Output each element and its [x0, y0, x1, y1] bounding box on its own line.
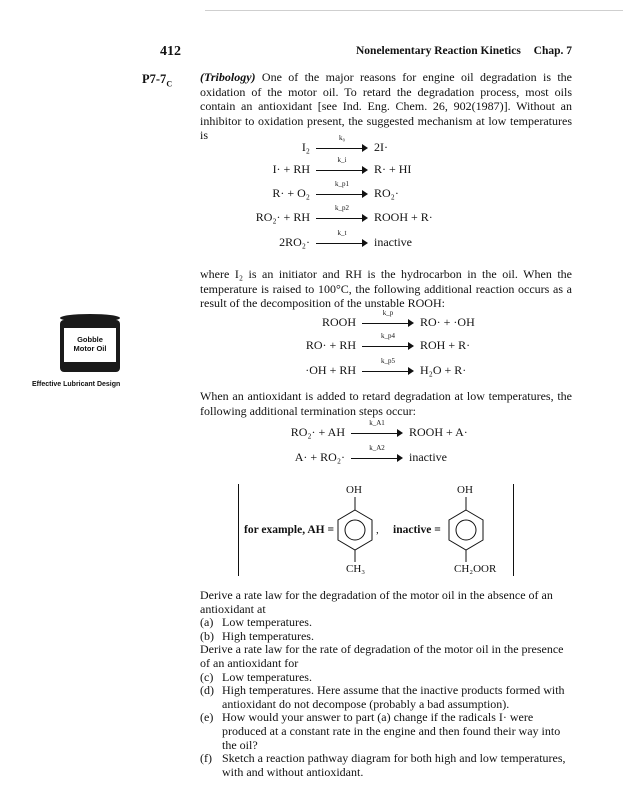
reaction-reactants: I· + RH — [272, 162, 310, 176]
page-number: 412 — [160, 44, 181, 59]
task-items-1 — [200, 616, 572, 643]
task-item-text: How would your answer to part (a) change if the radicals I· were produced at a constant rate in the engine and then found their way into the oil? — [222, 710, 561, 752]
reaction-products: 2I· — [374, 140, 388, 154]
rate-constant-label: k_p1 — [335, 180, 349, 188]
reaction-row — [0, 156, 630, 180]
reaction-arrow — [312, 134, 372, 156]
chapter-title: Nonelementary Reaction Kinetics — [356, 45, 521, 57]
sidebar-caption: Effective Lubricant Design — [32, 381, 121, 388]
rate-constant-label: k_t — [337, 229, 347, 237]
reaction-products: ROH + R· — [420, 338, 471, 352]
task-item — [200, 711, 572, 752]
task-lead-2: Derive a rate law for the rate of degradation of the motor oil in the presence of an antioxidant for — [200, 642, 564, 670]
inactive-label: inactive = — [393, 524, 441, 536]
oil-can-label — [64, 328, 116, 362]
where-paragraph: where I₂ is an initiator and RH is the hydrocarbon in the oil. When the temperature is raised to 100°C, the following additional reaction occurs as a result of the decomposition of the unstable ROOH: — [200, 267, 572, 310]
reaction-products: H₂O + R· — [420, 363, 467, 377]
top-rule — [205, 10, 623, 11]
rate-constant-label: k₀ — [339, 134, 345, 142]
task-item-text: Sketch a reaction pathway diagram for both high and low temperatures, with and without antioxidant. — [222, 751, 566, 779]
reaction-arrow — [347, 419, 407, 441]
reaction-reactants: ·OH + RH — [305, 363, 356, 377]
task-item — [200, 752, 572, 779]
intro-text: One of the major reasons for engine oil degradation is the oxidation of the motor oil. To retard the degradation process, most oils contain an antioxidant [see Ind. Eng. Chem. 26, 902(1987)]. Without an inhibitor to oxidation present, the suggested mechanism at low temperatures is — [200, 70, 572, 142]
task-item-text: Low temperatures. — [222, 669, 312, 684]
page-header — [160, 44, 572, 62]
task-item-text: Low temperatures. — [222, 615, 312, 630]
rate-constant-label: k_p5 — [381, 357, 395, 365]
reaction-reactants: RO· + RH — [305, 338, 356, 352]
problem-label: $P7-7_C$ — [142, 72, 173, 89]
ah-top-group: OH — [346, 484, 362, 496]
task-item — [200, 630, 572, 644]
rate-constant-label: k_p — [382, 309, 394, 317]
reaction-products: inactive — [409, 450, 447, 464]
oil-can-brand: Gobble — [77, 335, 103, 344]
task-item-label: (f) — [200, 751, 212, 766]
reaction-arrow — [358, 357, 418, 379]
reaction-arrow — [347, 444, 407, 466]
reaction-products: ROOH + A· — [409, 425, 468, 439]
task-list — [200, 589, 572, 779]
reaction-row — [0, 419, 630, 443]
task-item — [200, 684, 572, 711]
task-items-2 — [200, 671, 572, 780]
rate-constant-label: k_A2 — [369, 444, 385, 452]
task-item — [200, 671, 572, 685]
reaction-reactants: RO₂· + RH — [255, 210, 310, 224]
antioxidant-paragraph: When an antioxidant is added to retard degradation at low temperatures, the following additional termination steps occur: — [200, 389, 572, 418]
rate-constant-label: k_p4 — [381, 332, 395, 340]
reaction-products: RO· + ·OH — [420, 315, 475, 329]
task-item-label: (a) — [200, 615, 214, 630]
reaction-reactants: RO₂· + AH — [290, 425, 345, 439]
motor-oil-can-image — [56, 314, 124, 378]
task-item-label: (d) — [200, 683, 214, 698]
inactive-bottom-group: CH₂OOR — [454, 563, 497, 575]
reaction-products: ROOH + R· — [374, 210, 433, 224]
reaction-arrow — [312, 204, 372, 226]
reaction-arrow — [312, 229, 372, 251]
reaction-reactants: I₂ — [301, 140, 310, 154]
rate-constant-label: k_i — [337, 156, 347, 164]
reaction-row — [0, 444, 630, 468]
reaction-arrow — [358, 309, 418, 331]
chapter-number: Chap. 7 — [533, 45, 572, 57]
reaction-reactants: A· + RO₂· — [294, 450, 345, 464]
task-lead-1: Derive a rate law for the degradation of the motor oil in the absence of an antioxidant at — [200, 588, 553, 616]
rate-constant-label: k_p2 — [335, 204, 349, 212]
reaction-row — [0, 229, 630, 253]
reaction-products: RO₂· — [374, 186, 399, 200]
reaction-arrow — [358, 332, 418, 354]
reaction-row — [0, 180, 630, 204]
problem-intro — [200, 70, 572, 143]
reaction-reactants: 2RO₂· — [279, 235, 310, 249]
task-item — [200, 616, 572, 630]
task-item-label: (c) — [200, 669, 214, 684]
reaction-products: R· + HI — [374, 162, 412, 176]
ah-bottom-group: CH₃ — [346, 563, 366, 575]
task-item-label: (e) — [200, 710, 214, 725]
oil-can-product: Motor Oil — [73, 344, 107, 353]
task-item-label: (b) — [200, 628, 214, 643]
reaction-products: inactive — [374, 235, 412, 249]
reaction-row — [0, 204, 630, 228]
reaction-arrow — [312, 156, 372, 178]
reaction-arrow — [312, 180, 372, 202]
reaction-reactants: ROOH — [321, 315, 356, 329]
example-separator: , — [376, 524, 379, 536]
task-item-text: High temperatures. Here assume that the inactive products formed with antioxidant do not decompose (probably a bad assumption). — [222, 683, 565, 711]
rate-constant-label: k_A1 — [369, 419, 385, 427]
problem-topic: (Tribology) — [200, 70, 256, 84]
reaction-reactants: R· + O₂ — [272, 186, 310, 200]
task-item-text: High temperatures. — [222, 628, 314, 643]
for-example-label: for example, AH = — [244, 524, 335, 536]
inactive-top-group: OH — [457, 484, 473, 496]
